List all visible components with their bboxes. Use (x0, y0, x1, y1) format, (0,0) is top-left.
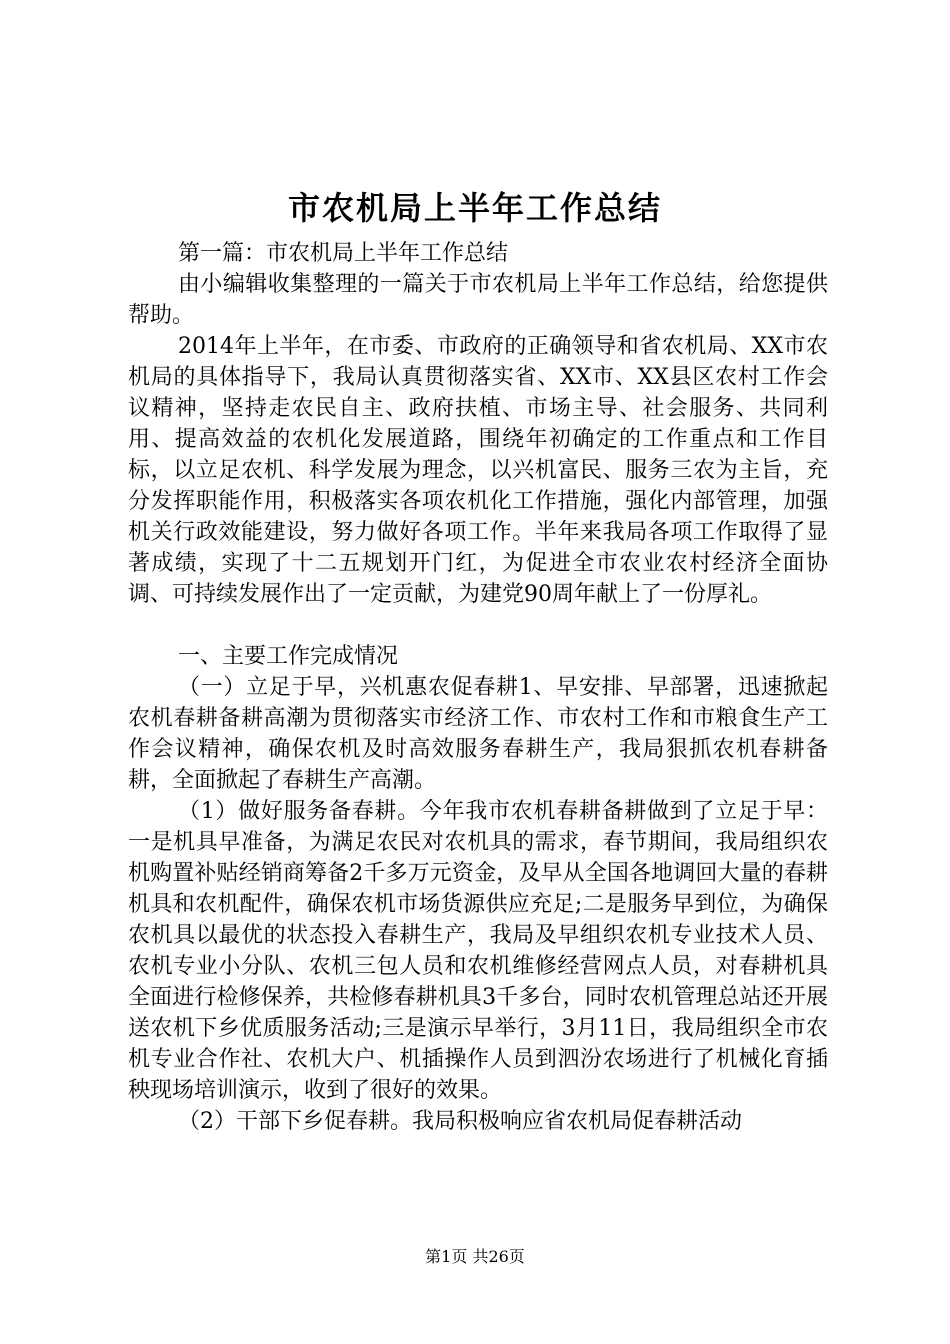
paragraph-section-heading: 第一篇：市农机局上半年工作总结 (178, 241, 509, 266)
paragraph-service-preparation: （1）做好服务备春耕。今年我市农机春耕备耕做到了立足于早：一是机具早准备，为满足农民对农机具的需求，春节期间，我局组织农机购置补贴经销商筹备2千多万元资金，及早从全国各地调回大量的春耕机具和农机配件，确保农机市场货源供应充足;二是服务早到位，为确保农机具以最优的状态投入春耕生产，我局及早组织农机专业技术人员、农机专业小分队、农机三包人员和农机维修经营网点人员，对春耕机具全面进行检修保养，共检修春耕机具3千多台，同时农机管理总站还开展送农机下乡优质服务活动;三是演示早举行，3月11日，我局组织全市农机专业合作社、农机大户、机插操作人员到泗汾农场进行了机械化育插秧现场培训演示，收到了很好的效果。 (128, 799, 828, 1103)
paragraph-overview: 2014年上半年，在市委、市政府的正确领导和省农机局、XX市农机局的具体指导下，我局认真贯彻落实省、XX市、XX县区农村工作会议精神，坚持走农民自主、政府扶植、市场主导、社会服务、共同利用、提高效益的农机化发展道路，围绕年初确定的工作重点和工作目标，以立足农机、科学发展为理念，以兴机富民、服务三农为主旨，充分发挥职能作用，积极落实各项农机化工作措施，强化内部管理，加强机关行政效能建设，努力做好各项工作。半年来我局各项工作取得了显著成绩，实现了十二五规划开门红，为促进全市农业农村经济全面协调、可持续发展作出了一定贡献，为建党90周年献上了一份厚礼。 (128, 334, 828, 607)
document-body (128, 238, 828, 1137)
paragraph-spring-plowing: （一）立足于早，兴机惠农促春耕1、早安排、早部署，迅速掀起农机春耕备耕高潮为贯彻落实市经济工作、市农村工作和市粮食生产工作会议精神，确保农机及时高效服务春耕生产，我局狠抓农机春耕备耕，全面掀起了春耕生产高潮。 (128, 675, 828, 793)
page-number-footer: 第1页 共26页 (425, 1247, 525, 1266)
paragraph-heading-main-work: 一、主要工作完成情况 (178, 644, 399, 669)
document-title: 市农机局上半年工作总结 (287, 189, 662, 227)
paragraph-intro: 由小编辑收集整理的一篇关于市农机局上半年工作总结，给您提供帮助。 (128, 272, 828, 328)
paragraph-cadres-countryside: （2）干部下乡促春耕。我局积极响应省农机局促春耕活动 (178, 1109, 742, 1134)
